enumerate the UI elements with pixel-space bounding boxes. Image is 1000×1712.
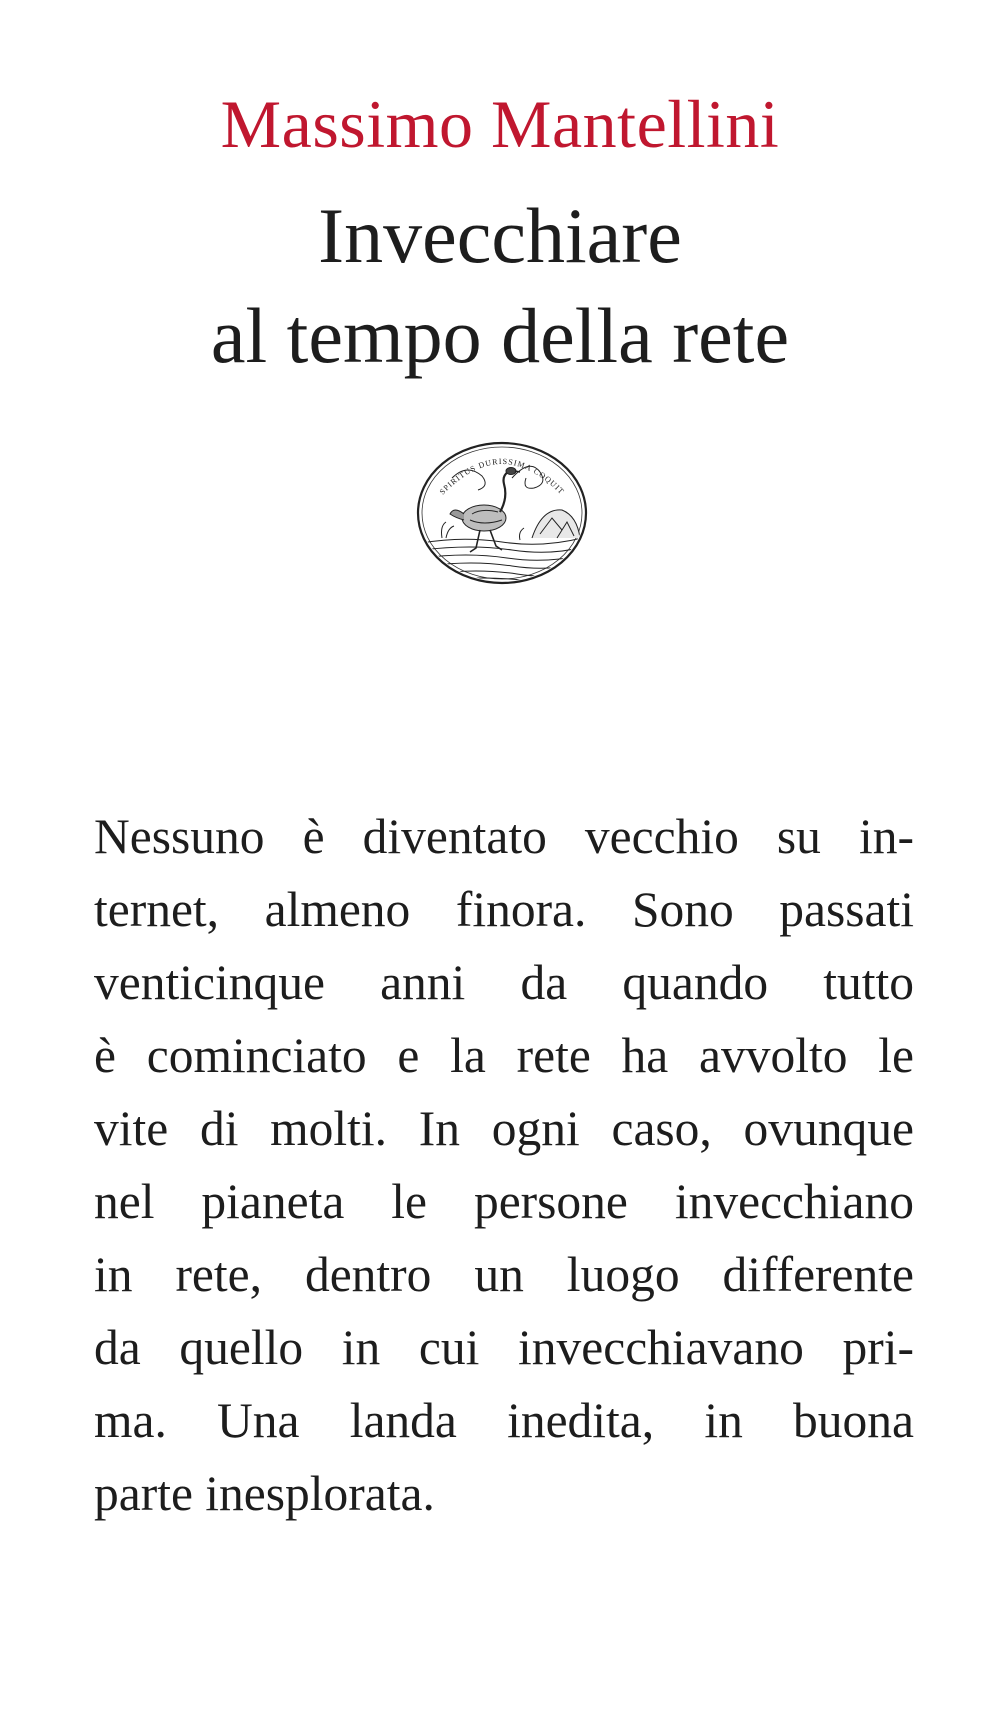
book-title [0,186,1000,386]
title-line-2: al tempo della rete [210,292,790,379]
publisher-emblem-icon [412,438,592,588]
blurb-line: è cominciato e la rete ha avvolto le [94,1028,914,1083]
svg-text:SPIRITUS DURISSIMA COQUIT: SPIRITUS DURISSIMA COQUIT [437,456,567,497]
blurb-line: ternet, almeno finora. Sono passati [94,882,914,937]
blurb-line: vite di molti. In ogni caso, ovunque [94,1101,914,1156]
blurb-line: da quello in cui invecchiavano pri- [94,1320,914,1375]
back-cover-blurb [94,800,914,1530]
blurb-line: nel pianeta le persone invecchiano [94,1174,914,1229]
blurb-line: venticinque anni da quando tutto [94,955,914,1010]
blurb-line: in rete, dentro un luogo differente [94,1247,914,1302]
blurb-line: Nessuno è diventato vecchio su in- [94,809,914,864]
blurb-line: parte inesplorata. [94,1466,435,1521]
blurb-line: ma. Una landa inedita, in buona [94,1393,914,1448]
author-name: Massimo Mantellini [220,86,780,162]
title-line-1: Invecchiare [318,192,682,279]
